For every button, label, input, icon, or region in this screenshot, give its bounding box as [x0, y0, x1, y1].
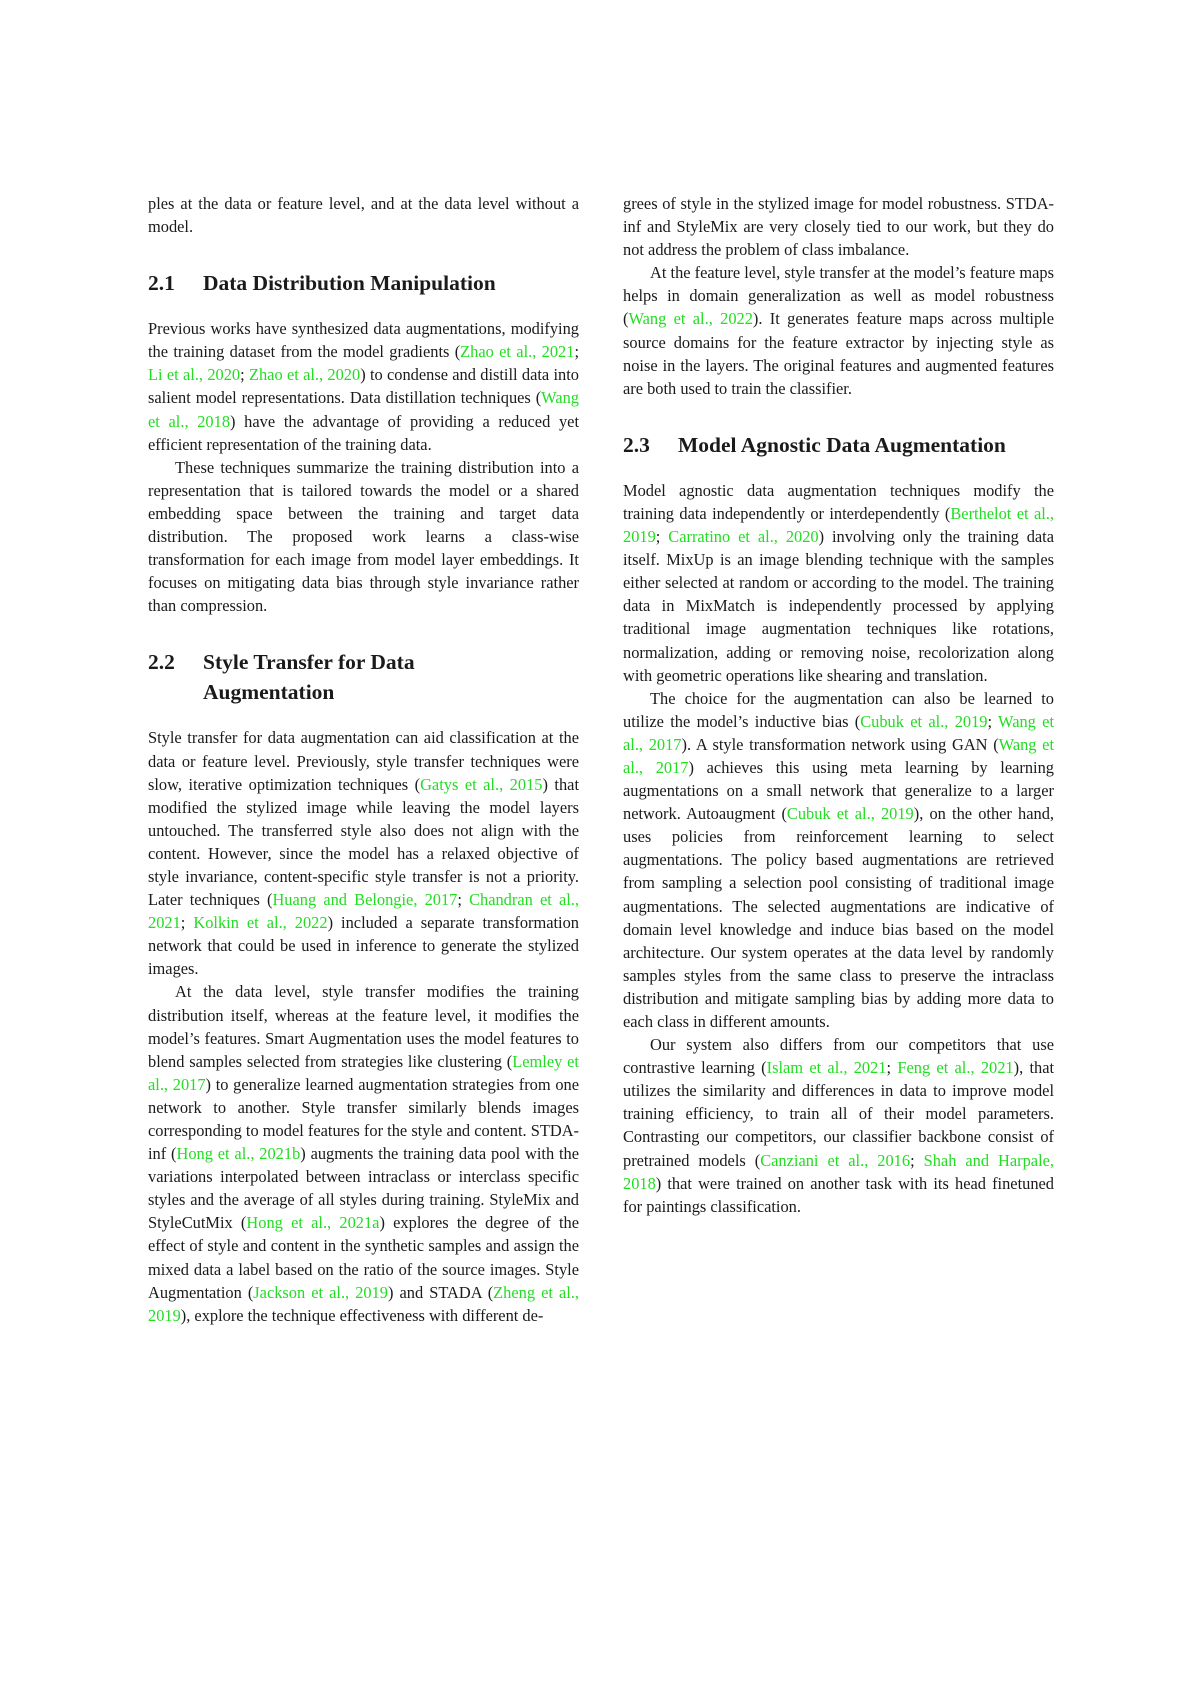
citation-link[interactable]: Wang et al., 2022 — [628, 309, 753, 329]
citation-link[interactable]: Shah and Harpale, 2018 — [623, 1150, 1055, 1193]
section-title: Model Agnostic Data Augmentation — [678, 432, 1006, 457]
right-column — [623, 192, 1054, 1218]
citation-link[interactable]: Hong et al., 2021a — [246, 1213, 380, 1233]
feature-level-paragraph: At the feature level, style transfer at the model’s feature maps helps in domain generalization as well as model robustness (Wang et al., 2022). It generates feature maps across multiple source domains for the feature extractor by injecting style as noise in the layers. The original features and augmented features are both used to train the classifier. — [623, 263, 1054, 398]
section-number: 2.1 — [148, 271, 175, 296]
citation-link[interactable]: Wang et al., 2017 — [623, 711, 1054, 754]
citation-link[interactable]: Chandran et al., 2021 — [148, 890, 579, 933]
citation-link[interactable]: Islam et al., 2021 — [766, 1058, 887, 1078]
section-2-1-paragraph-1: Previous works have synthesized data augmentations, modifying the training dataset from the model gradients (Zhao et al., 2021; Li et al., 2020; Zhao et al., 2020) to condense and distill data into salient model representations. Data distillation techniques (Wang et al., 2018) have the advantage of providing a reduced yet efficient representation of the training data. — [148, 319, 579, 454]
citation-link[interactable]: Zhao et al., 2020 — [248, 365, 361, 385]
citation-link[interactable]: Lemley et al., 2017 — [148, 1051, 579, 1094]
section-2-3-paragraph-1: Model agnostic data augmentation techniques modify the training data independently or interdependently (Berthelot et al., 2019; Carratino et al., 2020) involving only the training data itself. MixUp is an image blending technique with the samples either selected at random or according to the model. The training data in MixMatch is independently processed by applying traditional image augmentation techniques like rotations, normalization, adding or removing noise, recolorization along with geometric operations like shearing and translation. — [623, 480, 1054, 685]
citation-link[interactable]: Cubuk et al., 2019 — [786, 804, 914, 824]
section-2-1-heading — [148, 268, 579, 298]
citation-link[interactable]: Kolkin et al., 2022 — [193, 913, 328, 933]
section-title: Data Distribution Manipulation — [203, 271, 496, 296]
section-title-line-2: Augmentation — [203, 680, 335, 705]
section-2-3-paragraph-2: The choice for the augmentation can also be learned to utilize the model’s inductive bias (Cubuk et al., 2019; Wang et al., 2017). A style transformation network using GAN (Wang et al., 2017) achieves this using meta learning by learning augmentations on a small network that generalize to a larger network. Autoaugment (Cubuk et al., 2019), on the other hand, uses policies from reinforcement learning to select augmentations. The policy based augmentations are retrieved from sampling a selection pool consisting of traditional image augmentations. The selected augmentations are indicative of domain level knowledge and induce bias based on the model architecture. Our system operates at the data level by randomly samples styles from the same class to preserve the intraclass distribution and mitigate sampling bias by adding more data to each class in different amounts. — [623, 688, 1055, 1031]
section-2-2-heading — [148, 647, 579, 707]
citation-link[interactable]: Feng et al., 2021 — [897, 1058, 1014, 1078]
citation-link[interactable]: Wang et al., 2017 — [623, 734, 1055, 777]
citation-link[interactable]: Canziani et al., 2016 — [760, 1150, 911, 1170]
left-column — [148, 192, 579, 1327]
citation-link[interactable]: Zhao et al., 2021 — [460, 342, 575, 362]
citation-link[interactable]: Carratino et al., 2020 — [668, 527, 819, 547]
citation-link[interactable]: Li et al., 2020 — [148, 365, 241, 385]
continued-paragraph: grees of style in the stylized image for model robustness. STDA-inf and StyleMix are very closely tied to our work, but they do not address the problem of class imbalance. — [623, 194, 1054, 260]
section-2-2-paragraph-2: At the data level, style transfer modifies the training distribution itself, whereas at the feature level, it modifies the model’s features. Smart Augmentation uses the model features to blend samples selected from strategies like clustering (Lemley et al., 2017) to generalize learned augmentation strategies from one network to another. Style transfer similarly blends images corresponding to model features for the style and content. STDA-inf (Hong et al., 2021b) augments the training data pool with the variations interpolated between intraclass or interclass specific styles and the average of all styles during training. StyleMix and StyleCutMix (Hong et al., 2021a) explores the degree of the effect of style and content in the synthetic samples and assign the mixed data a label based on the ratio of the source images. Style Augmentation (Jackson et al., 2019) and STADA (Zheng et al., 2019), explore the technique effectiveness with different de- — [148, 982, 580, 1325]
citation-link[interactable]: Jackson et al., 2019 — [253, 1282, 388, 1302]
section-number: 2.3 — [623, 432, 650, 457]
citation-link[interactable]: Gatys et al., 2015 — [420, 774, 543, 794]
section-2-2-paragraph-1: Style transfer for data augmentation can aid classification at the data or feature level. Previously, style transfer techniques were slow, iterative optimization techniques (Gatys et al., 2015) that modified the stylized image while leaving the model layers untouched. The transferred style also does not align with the content. However, since the model has a relaxed objective of style invariance, content-specific style transfer is not a priority. Later techniques (Huang and Belongie, 2017; Chandran et al., 2021; Kolkin et al., 2022) included a separate transformation network that could be used in inference to generate the stylized images. — [148, 728, 580, 979]
citation-link[interactable]: Huang and Belongie, 2017 — [272, 890, 458, 910]
citation-link[interactable]: Hong et al., 2021b — [176, 1144, 301, 1164]
citation-link[interactable]: Berthelot et al., 2019 — [623, 503, 1054, 547]
section-2-3-paragraph-3: Our system also differs from our competitors that use contrastive learning (Islam et al., 2021; Feng et al., 2021), that utilizes the similarity and differences in data to improve model training efficiency, to train all of their model parameters. Contrasting our competitors, our classifier backbone consist of pretrained models (Canziani et al., 2016; Shah and Harpale, 2018) that were trained on another task with its head finetuned for paintings classification. — [623, 1035, 1055, 1216]
citation-link[interactable]: Zheng et al., 2019 — [148, 1282, 580, 1325]
intro-tail-paragraph: ples at the data or feature level, and at the data level without a model. — [148, 194, 579, 237]
section-2-3-heading — [623, 430, 1054, 460]
citation-link[interactable]: Wang et al., 2018 — [148, 388, 579, 431]
section-title-line-1: Style Transfer for Data — [203, 650, 415, 675]
section-number: 2.2 — [148, 650, 175, 675]
citation-link[interactable]: Cubuk et al., 2019 — [860, 711, 988, 731]
section-2-1-paragraph-2: These techniques summarize the training distribution into a representation that is tailored towards the model or a shared embedding space between the training and target data distribution. The proposed work learns a class-wise transformation for each image from model layer embeddings. It focuses on mitigating data bias through style invariance rather than compression. — [148, 457, 579, 616]
